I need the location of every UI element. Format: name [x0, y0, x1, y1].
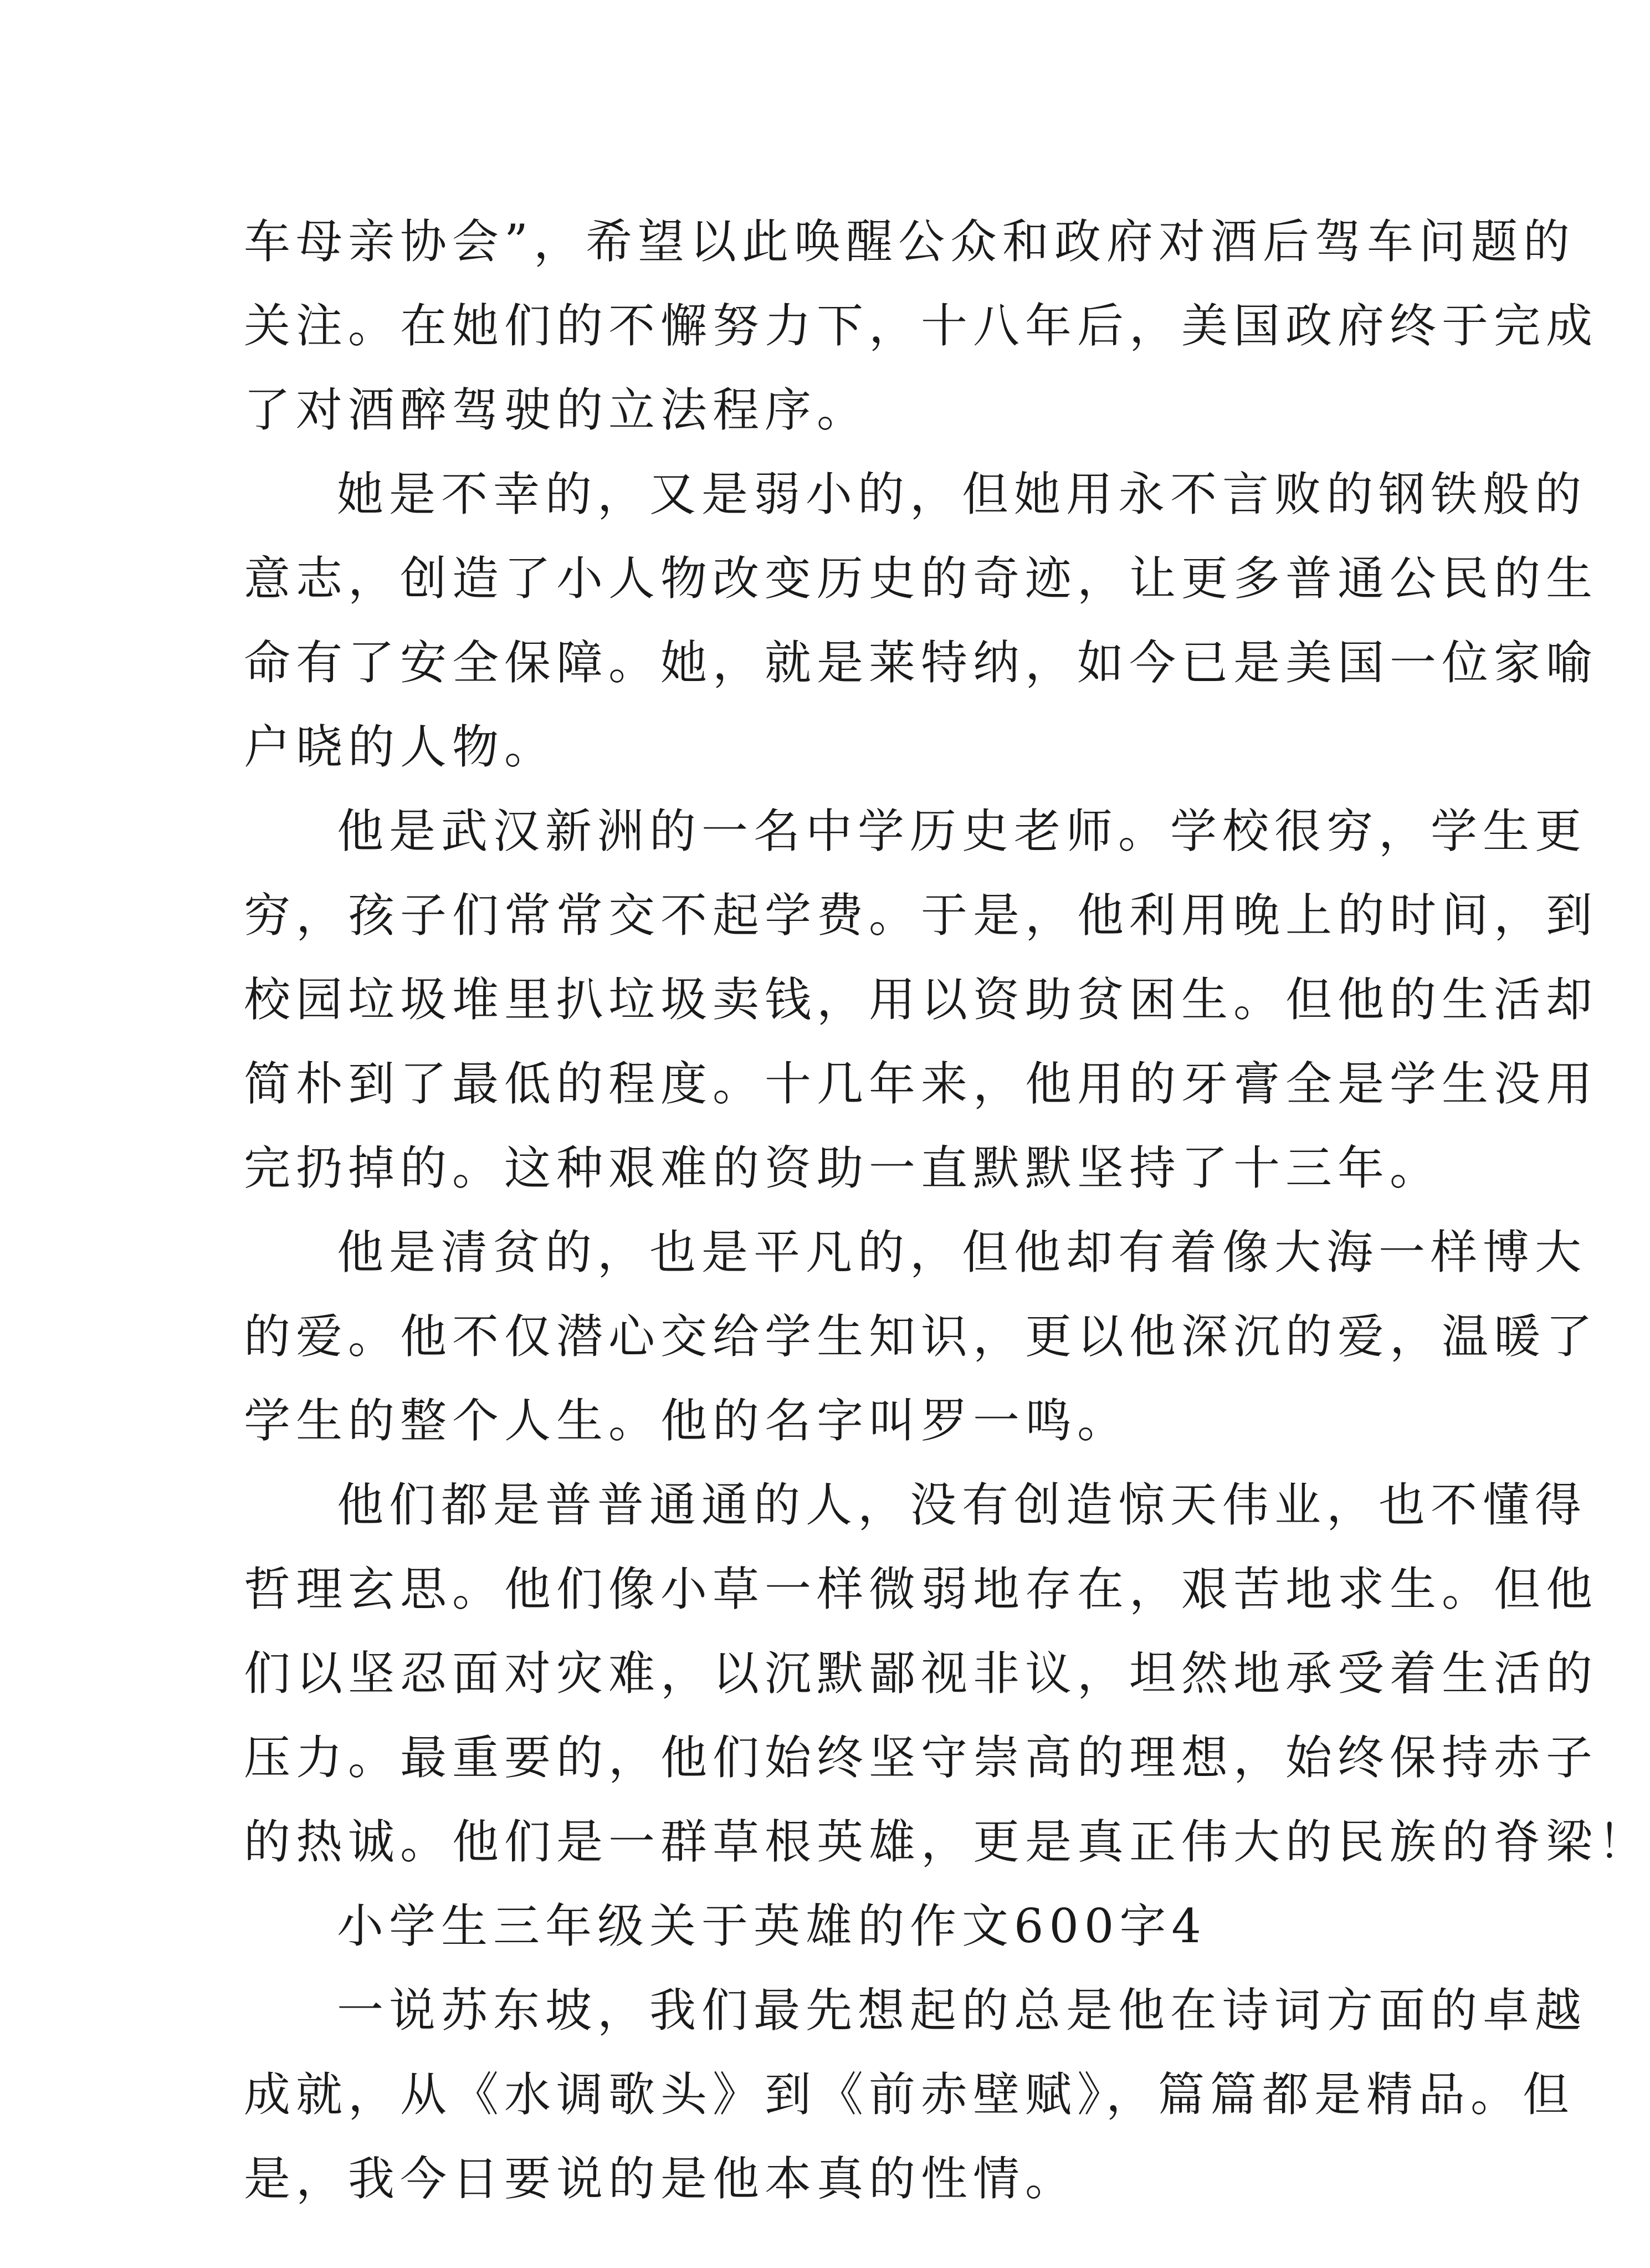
- section-heading: [244, 1884, 1369, 1968]
- text-line: 们以坚忍面对灾难，以沉默鄙视非议，坦然地承受着生活的: [244, 1646, 1598, 1701]
- text-line: 学生的整个人生。他的名字叫罗一鸣。: [244, 1394, 1130, 1448]
- text-line: 的爱。他不仅潜心交给学生知识，更以他深沉的爱，温暖了: [244, 1309, 1598, 1364]
- paragraph: [244, 1463, 1650, 1884]
- paragraph: [244, 1210, 1598, 1463]
- text-line: 她是不幸的，又是弱小的，但她用永不言败的钢铁般的: [337, 467, 1587, 521]
- text-line: 了对酒醉驾驶的立法程序。: [244, 383, 869, 437]
- text-line: 一说苏东坡，我们最先想起的总是他在诗词方面的卓越: [337, 1983, 1587, 2037]
- text-line: 是，我今日要说的是他本真的性情。: [244, 2152, 1078, 2206]
- paragraph: [244, 199, 1598, 452]
- text-line: 他是武汉新洲的一名中学历史老师。学校很穷，学生更: [337, 804, 1587, 858]
- text-line: 他们都是普普通通的人，没有创造惊天伟业，也不懂得: [337, 1478, 1587, 1532]
- paragraph: [244, 789, 1598, 1210]
- text-line: 关注。在她们的不懈努力下，十八年后，美国政府终于完成: [244, 299, 1598, 353]
- text-line: 意志，创造了小人物改变历史的奇迹，让更多普通公民的生: [244, 551, 1598, 606]
- text-line: 户晓的人物。: [244, 720, 557, 774]
- text-line: 车母亲协会”，希望以此唤醒公众和政府对酒后驾车问题的: [244, 214, 1575, 269]
- text-line: 压力。最重要的，他们始终坚守崇高的理想，始终保持赤子: [244, 1731, 1598, 1785]
- text-line: 他是清贫的，也是平凡的，但他却有着像大海一样博大: [337, 1225, 1587, 1279]
- text-line: 成就，从《水调歌头》到《前赤壁赋》，篇篇都是精品。但: [244, 2067, 1575, 2122]
- text-line: 校园垃圾堆里扒垃圾卖钱，用以资助贫困生。但他的生活却: [244, 972, 1598, 1027]
- paragraph: [244, 452, 1598, 789]
- paragraph: [244, 1968, 1587, 2221]
- text-line: 的热诚。他们是一群草根英雄，更是真正伟大的民族的脊梁！: [244, 1815, 1650, 1869]
- heading-line: 小学生三年级关于英雄的作文600字4: [337, 1899, 1207, 1953]
- text-line: 穷，孩子们常常交不起学费。于是，他利用晚上的时间，到: [244, 888, 1598, 943]
- text-line: 完扔掉的。这种艰难的资助一直默默坚持了十三年。: [244, 1141, 1442, 1195]
- body-text: [244, 199, 1650, 2221]
- text-line: 哲理玄思。他们像小草一样微弱地存在，艰苦地求生。但他: [244, 1562, 1598, 1616]
- text-line: 命有了安全保障。她，就是莱特纳，如今已是美国一位家喻: [244, 636, 1598, 690]
- text-line: 简朴到了最低的程度。十几年来，他用的牙膏全是学生没用: [244, 1057, 1598, 1111]
